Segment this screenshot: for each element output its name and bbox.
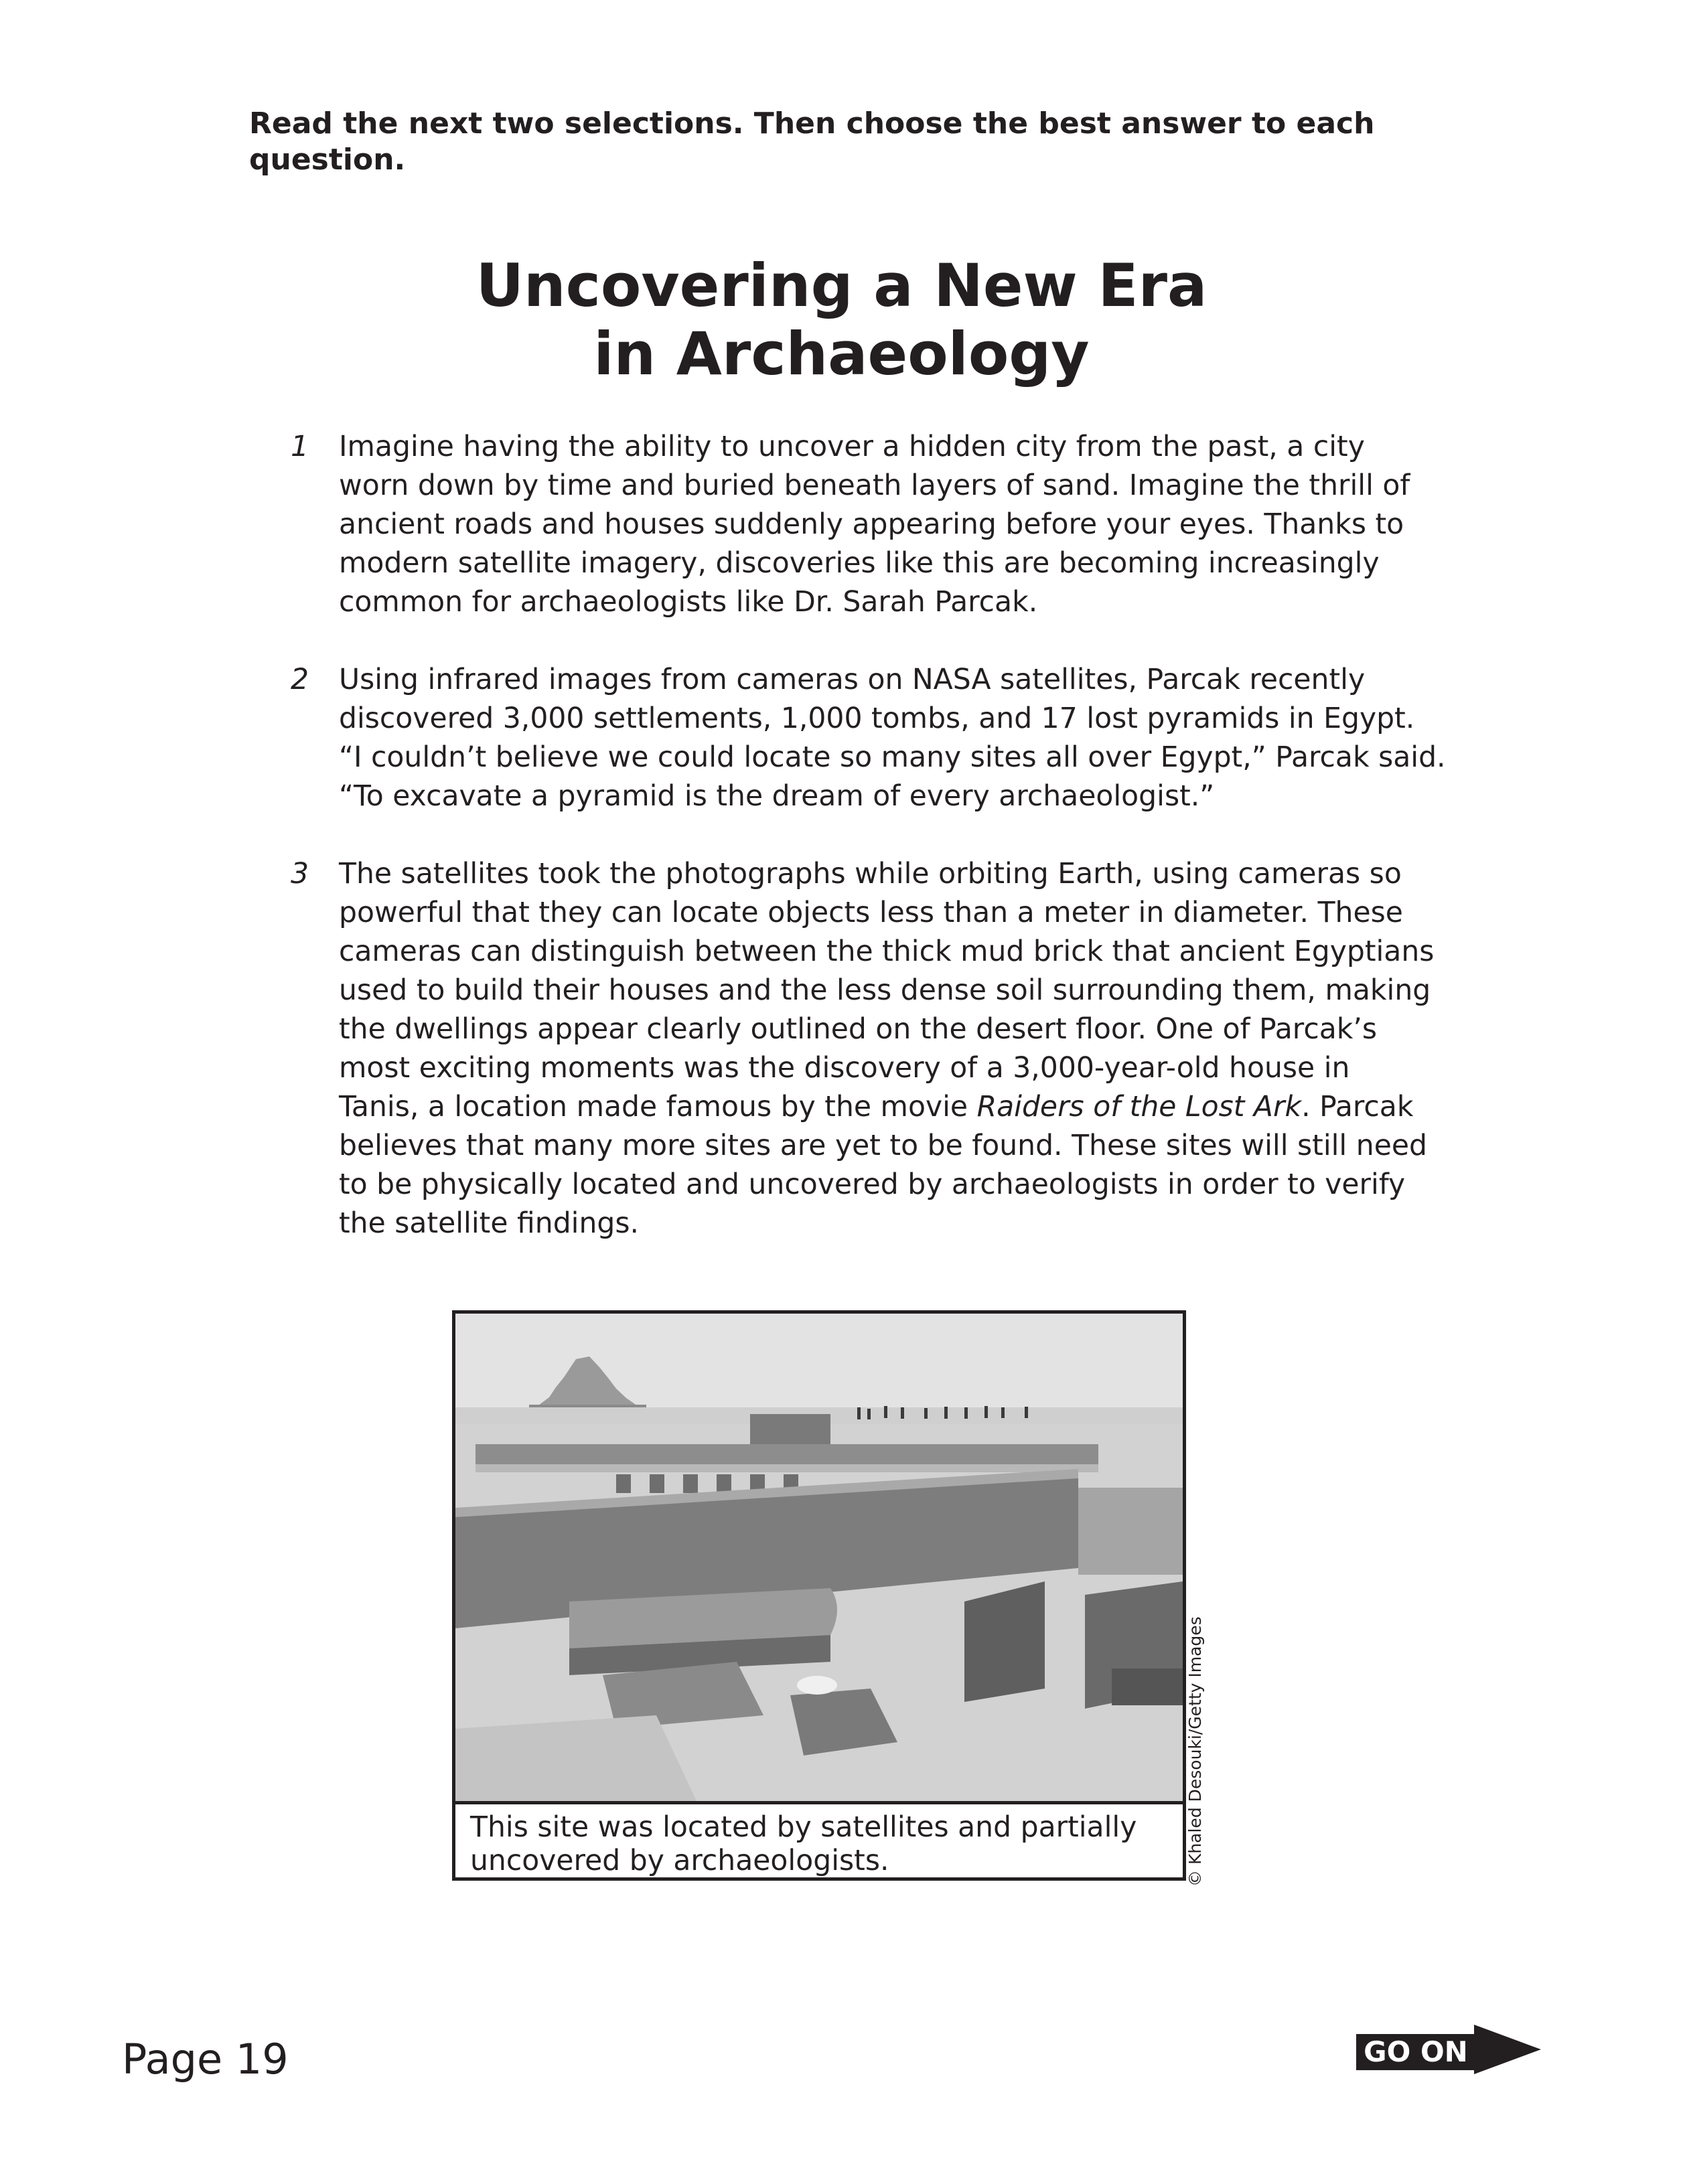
photo-credit: © Khaled Desouki/Getty Images	[1185, 1616, 1205, 1887]
page-number: Page 19	[122, 2035, 289, 2084]
instructions-line-1: Read the next two selections. Then choose the best answer to each	[249, 106, 1375, 141]
paragraph-line: to be physically located and uncovered by archaeologists in order to verify	[339, 1168, 1406, 1201]
brick-stack	[1112, 1668, 1183, 1705]
paragraph-line: modern satellite imagery, discoveries like this are becoming increasingly	[339, 547, 1380, 580]
paragraph-line: The satellites took the photographs while orbiting Earth, using cameras so	[339, 858, 1402, 890]
paragraph-line: common for archaeologists like Dr. Sarah Parcak.	[339, 586, 1038, 619]
paragraph-line: ancient roads and houses suddenly appearing before your eyes. Thanks to	[339, 508, 1404, 541]
paragraph-line: “To excavate a pyramid is the dream of every archaeologist.”	[339, 780, 1215, 813]
paragraph-number: 1	[291, 431, 309, 463]
caption-line-2: uncovered by archaeologists.	[470, 1845, 889, 1877]
arrow-right-icon	[1474, 2013, 1548, 2086]
excavation-illustration	[455, 1314, 1183, 1801]
title-line-2: in Archaeology	[593, 319, 1090, 388]
paragraph-line: Imagine having the ability to uncover a hidden city from the past, a city	[339, 431, 1365, 463]
paragraph-line: discovered 3,000 settlements, 1,000 tombs, and 17 lost pyramids in Egypt.	[339, 702, 1415, 735]
paragraph-line: most exciting moments was the discovery of a 3,000-year-old house in	[339, 1052, 1350, 1085]
article-title	[0, 252, 1683, 388]
instructions	[249, 106, 1388, 178]
paragraph-number: 2	[291, 664, 309, 696]
far-wall	[475, 1444, 1098, 1464]
paragraph-line: worn down by time and buried beneath layers of sand. Imagine the thrill of	[339, 469, 1410, 502]
paragraph-line: “I couldn’t believe we could locate so many sites all over Egypt,” Parcak said.	[339, 741, 1446, 774]
foreground-sand	[455, 1715, 697, 1801]
paragraph-line: the dwellings appear clearly outlined on the desert floor. One of Parcak’s	[339, 1013, 1378, 1046]
movie-title: Raiders of the Lost Ark	[976, 1091, 1302, 1123]
instructions-line-2: question.	[249, 143, 406, 177]
title-line-1: Uncovering a New Era	[475, 251, 1208, 320]
paragraph-line: used to build their houses and the less dense soil surrounding them, making	[339, 974, 1431, 1007]
text-run: Tanis, a location made famous by the movie	[339, 1091, 977, 1123]
figure-caption	[455, 1801, 1183, 1877]
right-rubble	[1078, 1488, 1183, 1575]
figure	[452, 1310, 1186, 1881]
paragraph-line: cameras can distinguish between the thick mud brick that ancient Egyptians	[339, 935, 1435, 968]
go-on-indicator	[1356, 2013, 1550, 2086]
paragraph-line: powerful that they can locate objects less than a meter in diameter. These	[339, 896, 1403, 929]
paragraph-number: 3	[291, 858, 309, 890]
paragraph-line: the satellite findings.	[339, 1207, 640, 1240]
far-block	[750, 1414, 830, 1444]
text-run: . Parcak	[1301, 1091, 1414, 1123]
right-wall	[964, 1581, 1045, 1702]
caption-line-1: This site was located by satellites and partially	[470, 1811, 1137, 1844]
paragraph-1	[291, 428, 1443, 622]
paragraph-2	[291, 661, 1446, 816]
paragraph-3	[291, 855, 1443, 1243]
paragraph-line: Using infrared images from cameras on NASA satellites, Parcak recently	[339, 664, 1366, 696]
excavation-photo	[455, 1314, 1183, 1801]
white-stone	[797, 1676, 837, 1695]
go-on-label: GO ON	[1356, 2034, 1475, 2070]
far-wall-top	[475, 1464, 1098, 1472]
paragraph-line-with-title	[339, 1088, 1443, 1127]
paragraph-line: believes that many more sites are yet to be found. These sites will still need	[339, 1129, 1427, 1162]
